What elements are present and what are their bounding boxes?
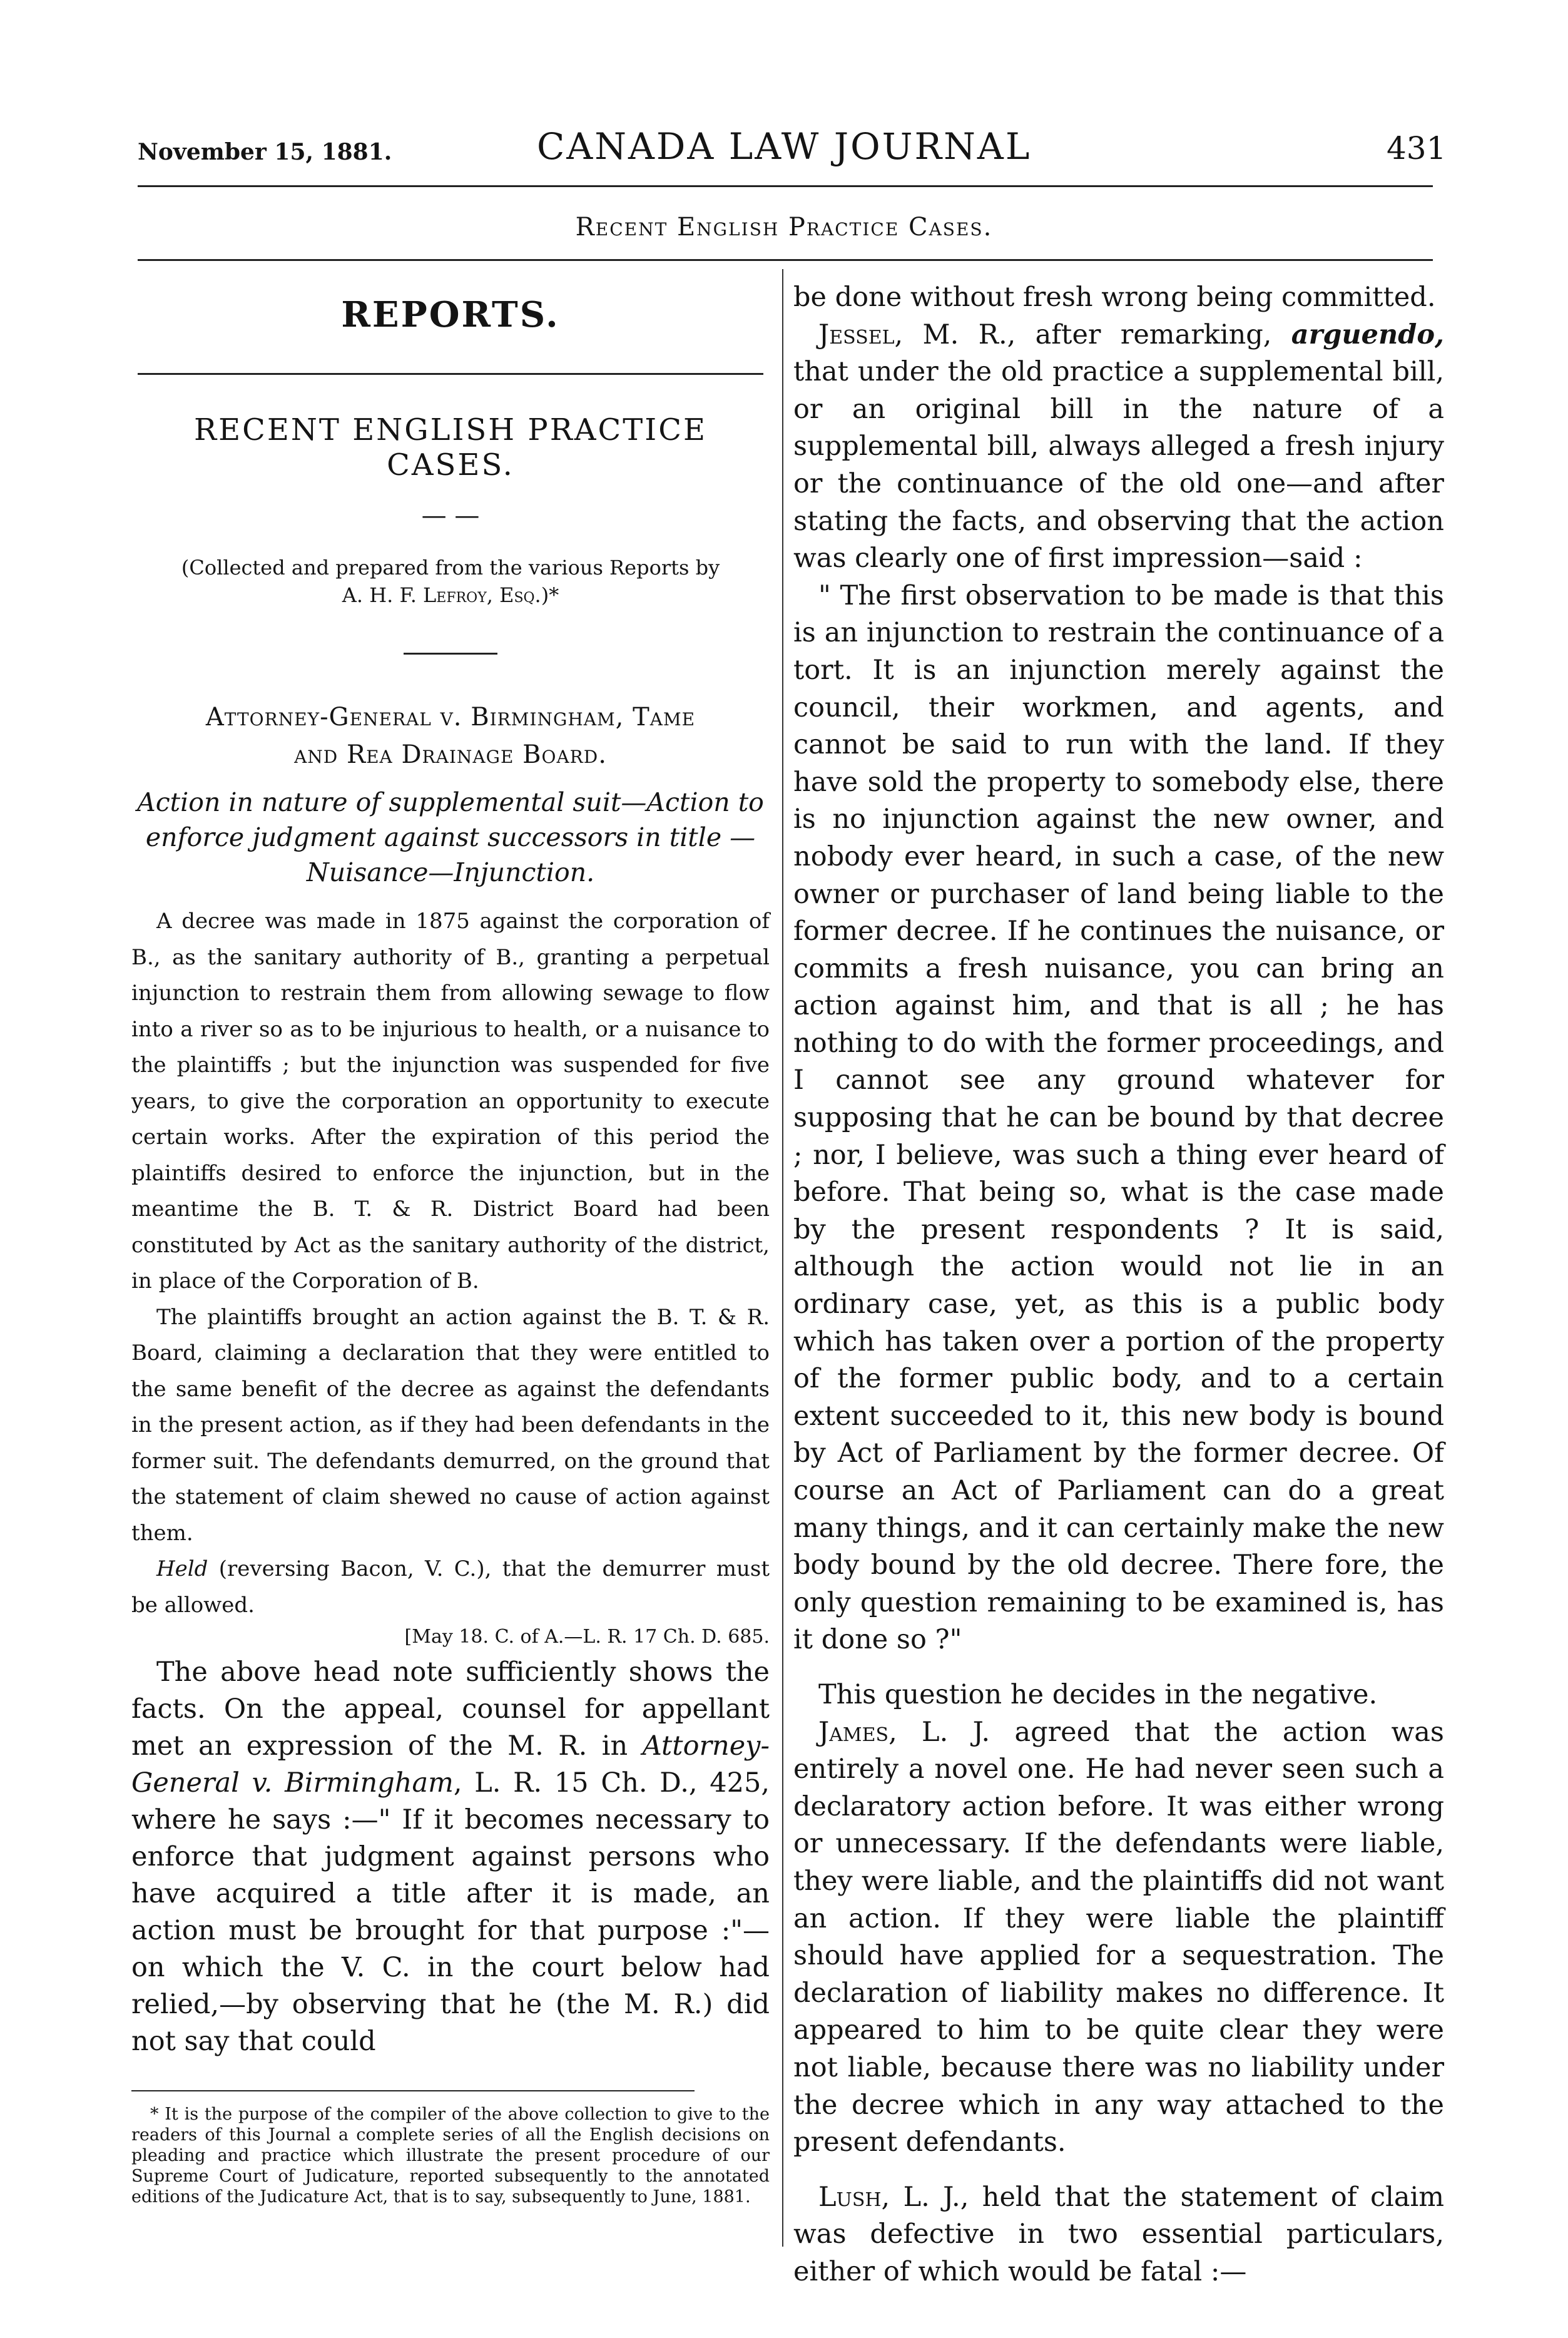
body-paragraph	[793, 317, 1444, 578]
emphasis: arguendo,	[1291, 319, 1444, 350]
issue-date: November 15, 1881.	[138, 139, 392, 165]
quote-paragraph: " The first observation to be made is that this is an injunction to restrain the continuance of a tort. It is an injunction merely against the council, their workmen, and agents, and cannot be said to run with the land. If they have sold the property to somebody else, there is no injunction against the new owner, and nobody ever heard, in such a case, of the new owner or purchaser of land being liable to the former decree. If he continues the nuisance, or commits a fresh nuisance, you can bring an action against him, and that is all ; he has nothing to do with the former proceedings, and I cannot see any ground whatever for supposing that he can be bound by that decree ; nor, I believe, was such a thing ever heard of before. That being so, what is the case made by the present respondents ? It is said, although the action would not lie in an ordinary case, yet, as this is a public body which has taken over a portion of the property of the former public body, and to a certain extent succeeded to it, this new body is bound by Act of Parliament by the former decree. Of course an Act of Parliament can do a great many things, and it can certainly make the new body bound by the old decree. There fore, the only question remaining to be examined is, has it done so ?"	[793, 579, 1444, 1656]
case-title	[131, 698, 770, 773]
body-paragraph: be done without fresh wrong being committed.	[793, 282, 1436, 313]
right-column	[793, 279, 1444, 2290]
held-text: (reversing Bacon, V. C.), that the demurrer must be allowed.	[131, 1556, 770, 1618]
section-dash: — —	[421, 501, 480, 530]
reports-heading: REPORTS.	[341, 294, 560, 335]
body-text-b: , L. R. 15 Ch. D., 425, where he says :—" If it becomes necessary to enforce that judgment against persons who have acquired a title after it is made, an action must be brought for that purpose :"—on which the V. C. in the court below had relied,—by observing that he (the M. R.) did not say that could	[131, 1767, 770, 2057]
citation: [May 18. C. of A.—L. R. 17 Ch. D. 685.	[404, 1626, 770, 1648]
body-text-a: The above head note sufficiently shows the facts. On the appeal, counsel for appellant met an expression of the M. R. in	[131, 1657, 770, 1762]
footnote: * It is the purpose of the compiler of the above collection to give to the readers of this Journal a complete series of all the English decisions on pleading and practice which illustrate the present procedure of our Supreme Court of Judicature, reported subsequently to the annotated editions of the Judicature Act, that is to say, subsequently to June, 1881.	[131, 2105, 770, 2207]
page-number: 431	[1387, 130, 1447, 166]
body-paragraph	[793, 2179, 1444, 2291]
body-text: , held that the statement of claim was defective in two essential particulars, either of which would be fatal :—	[793, 2181, 1444, 2287]
held-paragraph	[131, 1551, 770, 1623]
column-divider	[782, 269, 783, 2247]
case-title-line-1: Attorney-General v. Birmingham, Tame	[205, 703, 696, 732]
header-rule	[138, 185, 1433, 187]
collected-line-2: A. H. F. Lefroy, Esq.)*	[342, 583, 559, 607]
judge-name: Lush, L. J.	[818, 2181, 960, 2213]
collected-note	[131, 554, 770, 609]
held-word: Held	[156, 1556, 208, 1581]
case-citation: Attorney-General v. Birmingham	[131, 1730, 770, 1799]
headnote-paragraph: The plaintiffs brought an action against the B. T. & R. Board, claiming a declaration that they were entitled to the same benefit of the decree as against the defendants in the present action, as if they had been defendants in the former suit. The defendants demurred, on the ground that the statement of claim shewed no cause of action against them.	[131, 1304, 770, 1546]
running-title: Recent English Practice Cases.	[575, 213, 993, 242]
left-column	[131, 282, 770, 2207]
journal-title: CANADA LAW JOURNAL	[537, 125, 1032, 168]
body-text: agreed that the action was entirely a novel one. He had never seen such a declaratory action before. It was either wrong or unnecessary. If the defendants were liable, they were liable, and the plaintiffs did not want an action. If they were liable the plaintiff should have applied for a sequestration. The declaration of liability makes no difference. It appeared to him to be quite clear they were not liable, because there was no liability under the decree which in any way attached to the present defendants.	[793, 1716, 1444, 2158]
case-subject: Action in nature of supplemental suit—Action to enforce judgment against successors in title —Nuisance—Injunction.	[137, 787, 764, 887]
section-title: RECENT ENGLISH PRACTICE CASES.	[193, 412, 707, 482]
judge-name: James, L. J.	[818, 1716, 990, 1748]
body-text: , after remarking,	[1007, 319, 1291, 350]
body-paragraph	[793, 1714, 1444, 2162]
body-paragraph	[131, 1654, 770, 2060]
case-rule	[404, 653, 497, 655]
section-rule	[138, 373, 763, 375]
case-title-line-2: and Rea Drainage Board.	[294, 740, 607, 769]
headnote-paragraph: A decree was made in 1875 against the corporation of B., as the sanitary authority of B., granting a perpetual injunction to restrain them from allowing sewage to flow into a river so as to be injurious to health, or a nuisance to the plaintiffs ; but the injunction was suspended for five years, to give the corporation an opportunity to execute certain works. After the expiration of this period the plaintiffs desired to enforce the injunction, but in the meantime the B. T. & R. District Board had been constituted by Act as the sanitary authority of the district, in place of the Corporation of B.	[131, 909, 770, 1294]
header-rule-lower	[138, 259, 1433, 261]
judge-name: Jessel, M. R.	[818, 319, 1007, 350]
body-text: that under the old practice a supplemental bill, or an original bill in the nature of a supplemental bill, always alleged a fresh injury or the continuance of the old one—and after stating the facts, and observing that the action was clearly one of first impression—said :	[793, 356, 1444, 574]
body-paragraph: This question he decides in the negative.	[818, 1678, 1378, 1710]
collected-line-1: (Collected and prepared from the various Reports by	[181, 556, 720, 579]
footnote-rule	[131, 2090, 695, 2091]
